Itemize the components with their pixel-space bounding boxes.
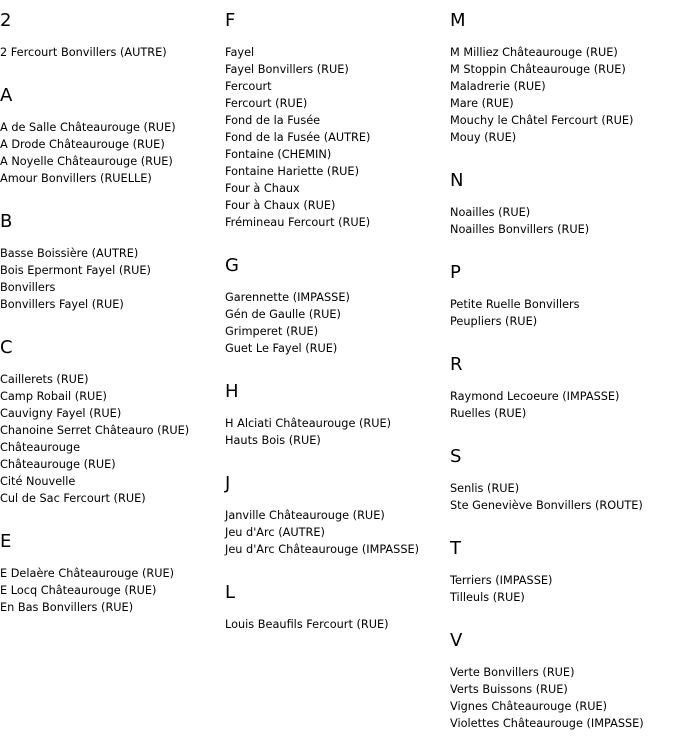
street-item: Fayel Bonvillers (RUE) [225, 63, 349, 76]
letter-group [225, 582, 450, 633]
street-item: M Stoppin Châteaurouge (RUE) [450, 63, 626, 76]
letter-group [0, 531, 225, 616]
street-item: Mouchy le Châtel Fercourt (RUE) [450, 114, 634, 127]
letter-heading: H [225, 381, 239, 402]
street-item: Fond de la Fusée [225, 114, 321, 127]
letter-heading: E [0, 531, 12, 552]
street-item: Fontaine (CHEMIN) [225, 148, 332, 161]
letter-heading: C [0, 337, 13, 358]
street-item: Four à Chaux [225, 182, 300, 195]
street-item: Janville Châteaurouge (RUE) [225, 509, 385, 522]
street-item: Cul de Sac Fercourt (RUE) [0, 492, 146, 505]
street-item: Louis Beaufils Fercourt (RUE) [225, 618, 389, 631]
letter-group [0, 85, 225, 187]
letter-heading: J [225, 473, 231, 494]
letter-group [225, 473, 450, 558]
street-item: Verte Bonvillers (RUE) [450, 666, 575, 679]
letter-group [450, 446, 675, 514]
street-item: Chanoine Serret Châteauro (RUE) [0, 424, 190, 437]
street-item: A de Salle Châteaurouge (RUE) [0, 121, 176, 134]
letter-heading: T [450, 538, 461, 559]
street-item: Four à Chaux (RUE) [225, 199, 336, 212]
letter-group [450, 262, 675, 330]
street-item: Vignes Châteaurouge (RUE) [450, 700, 608, 713]
street-item: Cauvigny Fayel (RUE) [0, 407, 122, 420]
letter-group [450, 10, 675, 146]
street-item: Jeu d'Arc Châteaurouge (IMPASSE) [225, 543, 420, 556]
street-item: E Locq Châteaurouge (RUE) [0, 584, 157, 597]
street-item: Châteaurouge (RUE) [0, 458, 116, 471]
letter-heading: S [450, 446, 462, 467]
letter-group [450, 354, 675, 422]
street-item: Grimperet (RUE) [225, 325, 319, 338]
street-item: Maladrerie (RUE) [450, 80, 546, 93]
street-item: Mare (RUE) [450, 97, 514, 110]
street-item: Ste Geneviève Bonvillers (ROUTE) [450, 499, 643, 512]
street-item: Tilleuls (RUE) [450, 591, 525, 604]
letter-group [0, 10, 225, 61]
street-item: Mouy (RUE) [450, 131, 517, 144]
index-column [0, 10, 225, 756]
letter-heading: A [0, 85, 13, 106]
street-item: Châteaurouge [0, 441, 81, 454]
street-item: Fercourt [225, 80, 272, 93]
street-item: A Drode Châteaurouge (RUE) [0, 138, 165, 151]
letter-heading: R [450, 354, 463, 375]
letter-heading: B [0, 211, 13, 232]
letter-heading: P [450, 262, 461, 283]
letter-group [450, 170, 675, 238]
letter-group [225, 381, 450, 449]
letter-heading: M [450, 10, 466, 31]
street-item: Amour Bonvillers (RUELLE) [0, 172, 152, 185]
street-item: Jeu d'Arc (AUTRE) [225, 526, 325, 539]
street-item: Fayel [225, 46, 255, 59]
street-item: Camp Robail (RUE) [0, 390, 107, 403]
street-item: Verts Buissons (RUE) [450, 683, 568, 696]
street-item: Petite Ruelle Bonvillers [450, 298, 580, 311]
street-item: Fond de la Fusée (AUTRE) [225, 131, 371, 144]
street-item: Noailles (RUE) [450, 206, 531, 219]
street-item: Bonvillers [0, 281, 56, 294]
street-item: H Alciati Châteaurouge (RUE) [225, 417, 392, 430]
street-item: Guet Le Fayel (RUE) [225, 342, 338, 355]
street-item: Frémineau Fercourt (RUE) [225, 216, 371, 229]
street-item: Noailles Bonvillers (RUE) [450, 223, 590, 236]
letter-heading: G [225, 255, 239, 276]
street-item: En Bas Bonvillers (RUE) [0, 601, 134, 614]
street-item: A Noyelle Châteaurouge (RUE) [0, 155, 173, 168]
street-item: Bois Epermont Fayel (RUE) [0, 264, 151, 277]
street-item: Violettes Châteaurouge (IMPASSE) [450, 717, 644, 730]
street-item: Fercourt (RUE) [225, 97, 308, 110]
index-column [450, 10, 675, 756]
street-item: Basse Boissière (AUTRE) [0, 247, 139, 260]
letter-heading: 2 [0, 10, 12, 31]
street-item: 2 Fercourt Bonvillers (AUTRE) [0, 46, 167, 59]
letter-heading: L [225, 582, 236, 603]
street-item: Gén de Gaulle (RUE) [225, 308, 341, 321]
street-item: Garennette (IMPASSE) [225, 291, 350, 304]
street-item: Ruelles (RUE) [450, 407, 527, 420]
street-item: Bonvillers Fayel (RUE) [0, 298, 124, 311]
street-item: E Delaère Châteaurouge (RUE) [0, 567, 175, 580]
street-item: Terriers (IMPASSE) [450, 574, 553, 587]
letter-group [225, 255, 450, 357]
index-column [225, 10, 450, 756]
letter-group [450, 538, 675, 606]
street-item: Fontaine Hariette (RUE) [225, 165, 359, 178]
letter-group [450, 630, 675, 732]
letter-group [225, 10, 450, 231]
street-item: Senlis (RUE) [450, 482, 520, 495]
street-item: Cité Nouvelle [0, 475, 76, 488]
street-item: Hauts Bois (RUE) [225, 434, 321, 447]
letter-group [0, 211, 225, 313]
letter-heading: N [450, 170, 464, 191]
street-item: Caillerets (RUE) [0, 373, 89, 386]
street-item: M Milliez Châteaurouge (RUE) [450, 46, 618, 59]
street-item: Raymond Lecoeure (IMPASSE) [450, 390, 620, 403]
letter-heading: V [450, 630, 463, 651]
letter-heading: F [225, 10, 236, 31]
letter-group [0, 337, 225, 507]
street-item: Peupliers (RUE) [450, 315, 538, 328]
